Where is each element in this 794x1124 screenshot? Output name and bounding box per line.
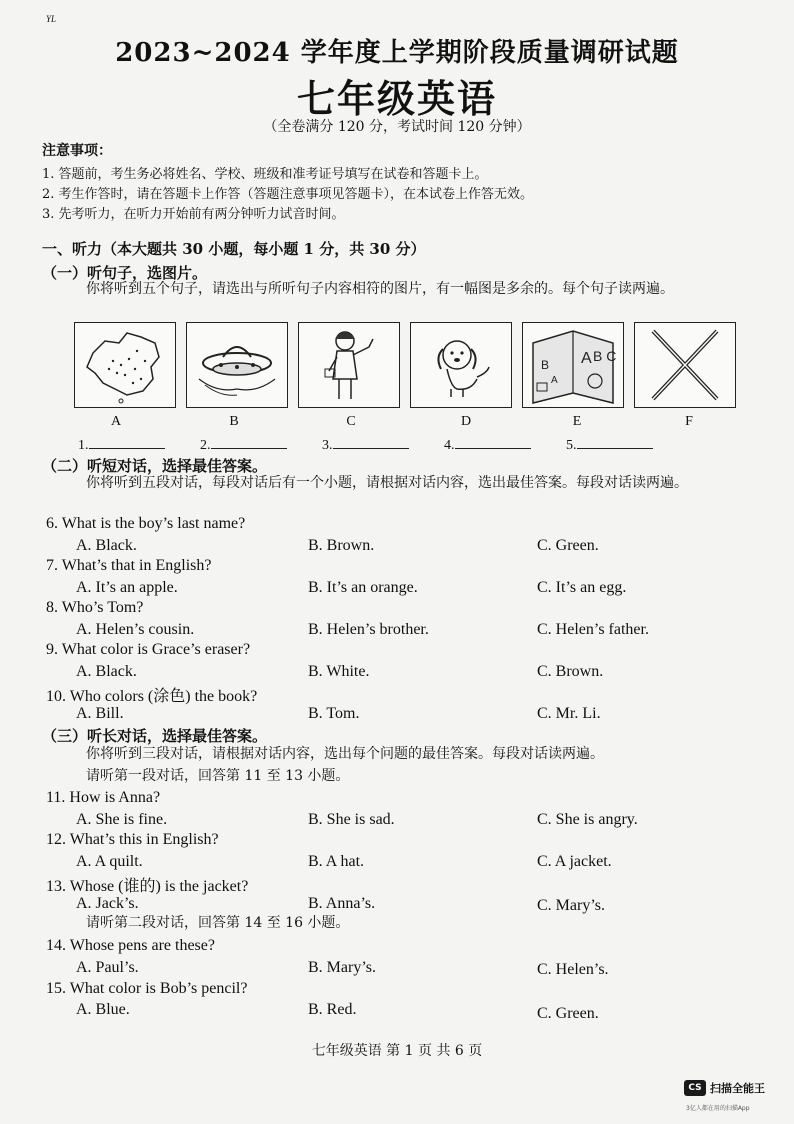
- option-c[interactable]: C. Helen’s.: [537, 961, 609, 978]
- option-c[interactable]: C. It’s an egg.: [537, 579, 627, 596]
- option-b[interactable]: B. She is sad.: [308, 811, 395, 828]
- option-b[interactable]: B. Helen’s brother.: [308, 621, 429, 638]
- question: 6. What is the boy’s last name?: [46, 515, 246, 532]
- picture-row: [74, 322, 742, 412]
- option-a[interactable]: A. Black.: [76, 537, 137, 554]
- answer-blank[interactable]: 4.: [444, 436, 531, 454]
- option-b[interactable]: B. A hat.: [308, 853, 365, 870]
- part3-heading: （三）听长对话，选择最佳答案。: [42, 727, 268, 745]
- question: 11. How is Anna?: [46, 789, 161, 806]
- option-c[interactable]: C. She is angry.: [537, 811, 638, 828]
- ufo-icon: [186, 322, 288, 408]
- option-c[interactable]: C. Brown.: [537, 663, 604, 680]
- puppy-icon: [410, 322, 512, 408]
- part2-instruction: 你将听到五段对话，每段对话后有一个小题，请根据对话内容，选出最佳答案。每段对话读两遍。: [86, 475, 688, 491]
- question: 9. What color is Grace’s eraser?: [46, 641, 251, 658]
- option-a[interactable]: A. Jack’s.: [76, 895, 139, 912]
- china-map-icon: [74, 322, 176, 408]
- option-b[interactable]: B. It’s an orange.: [308, 579, 418, 596]
- answer-blank[interactable]: 1.: [78, 436, 165, 454]
- exam-title: 2023~2024 学年度上学期阶段质量调研试题: [115, 38, 679, 68]
- section-heading: 一、听力（本大题共 30 小题，每小题 1 分，共 30 分）: [42, 240, 426, 258]
- option-c[interactable]: C. Helen’s father.: [537, 621, 649, 638]
- answer-blank[interactable]: 2.: [200, 436, 287, 454]
- svg-text:A: A: [551, 375, 558, 386]
- letter-x-icon: [634, 322, 736, 408]
- option-c[interactable]: C. Green.: [537, 537, 599, 554]
- picture-label: C: [346, 414, 356, 429]
- svg-text:B C: B C: [593, 348, 617, 364]
- picture-label: F: [685, 414, 693, 429]
- picture-label: D: [460, 414, 472, 429]
- option-a[interactable]: A. Blue.: [76, 1001, 130, 1018]
- answer-blank[interactable]: 5.: [566, 436, 653, 454]
- question: 8. Who’s Tom?: [46, 599, 144, 616]
- option-a[interactable]: A. Bill.: [76, 705, 124, 722]
- question: 14. Whose pens are these?: [46, 937, 215, 954]
- option-b[interactable]: B. Brown.: [308, 537, 375, 554]
- option-c[interactable]: C. Mary’s.: [537, 897, 605, 914]
- picture-label: B: [229, 414, 239, 429]
- option-a[interactable]: A. Black.: [76, 663, 137, 680]
- option-b[interactable]: B. Tom.: [308, 705, 360, 722]
- option-a[interactable]: A. It’s an apple.: [76, 579, 178, 596]
- part3-sub1: 请听第一段对话，回答第 11 至 13 小题。: [86, 768, 350, 784]
- option-b[interactable]: B. White.: [308, 663, 370, 680]
- scanner-watermark: [684, 1080, 765, 1096]
- option-a[interactable]: A. She is fine.: [76, 811, 168, 828]
- option-a[interactable]: A. Helen’s cousin.: [76, 621, 195, 638]
- page-footer: 七年级英语 第 1 页 共 6 页: [311, 1043, 483, 1059]
- question: 7. What’s that in English?: [46, 557, 212, 574]
- option-c[interactable]: C. A jacket.: [537, 853, 612, 870]
- option-a[interactable]: A. A quilt.: [76, 853, 143, 870]
- question: 12. What’s this in English?: [46, 831, 219, 848]
- option-c[interactable]: C. Mr. Li.: [537, 705, 601, 722]
- part3-instruction: 你将听到三段对话，请根据对话内容，选出每个问题的最佳答案。每段对话读两遍。: [86, 746, 604, 762]
- part3-sub2: 请听第二段对话，回答第 14 至 16 小题。: [86, 915, 350, 931]
- notes-heading: 注意事项：: [42, 143, 112, 159]
- note-item: 1. 答题前，考生务必将姓名、学校、班级和准考证号填写在试卷和答题卡上。: [42, 167, 488, 182]
- scanner-logo-icon: CS: [684, 1080, 706, 1096]
- note-item: 2. 考生作答时，请在答题卡上作答（答题注意事项见答题卡），在本试卷上作答无效。: [42, 187, 534, 202]
- answer-blank[interactable]: 3.: [322, 436, 409, 454]
- option-a[interactable]: A. Paul’s.: [76, 959, 139, 976]
- part1-instruction: 你将听到五个句子，请选出与所听句子内容相符的图片，有一幅图是多余的。每个句子读两遍。: [86, 281, 674, 297]
- part1-heading: （一）听句子，选图片。: [42, 264, 208, 282]
- exam-subtitle: （全卷满分 120 分，考试时间 120 分钟）: [263, 119, 531, 135]
- svg-text:A: A: [581, 350, 592, 367]
- part2-heading: （二）听短对话，选择最佳答案。: [42, 457, 268, 475]
- option-b[interactable]: B. Anna’s.: [308, 895, 376, 912]
- subject-title: 七年级英语: [296, 76, 497, 121]
- svg-text:B: B: [541, 358, 550, 372]
- question: 15. What color is Bob’s pencil?: [46, 980, 248, 997]
- note-item: 3. 先考听力，在听力开始前有两分钟听力试音时间。: [42, 207, 345, 222]
- woman-waving-icon: [298, 322, 400, 408]
- scanner-tagline: 3亿人都在用的扫描App: [686, 1105, 750, 1112]
- question: 10. Who colors (涂色) the book?: [46, 688, 258, 705]
- picture-label: E: [572, 414, 582, 429]
- picture-label: A: [110, 414, 122, 429]
- scanner-name: 扫描全能王: [710, 1082, 765, 1095]
- option-b[interactable]: B. Mary’s.: [308, 959, 376, 976]
- abc-book-icon: [522, 322, 624, 408]
- option-c[interactable]: C. Green.: [537, 1005, 599, 1022]
- corner-mark: YL: [46, 14, 57, 24]
- question: 13. Whose (谁的) is the jacket?: [46, 878, 249, 895]
- option-b[interactable]: B. Red.: [308, 1001, 357, 1018]
